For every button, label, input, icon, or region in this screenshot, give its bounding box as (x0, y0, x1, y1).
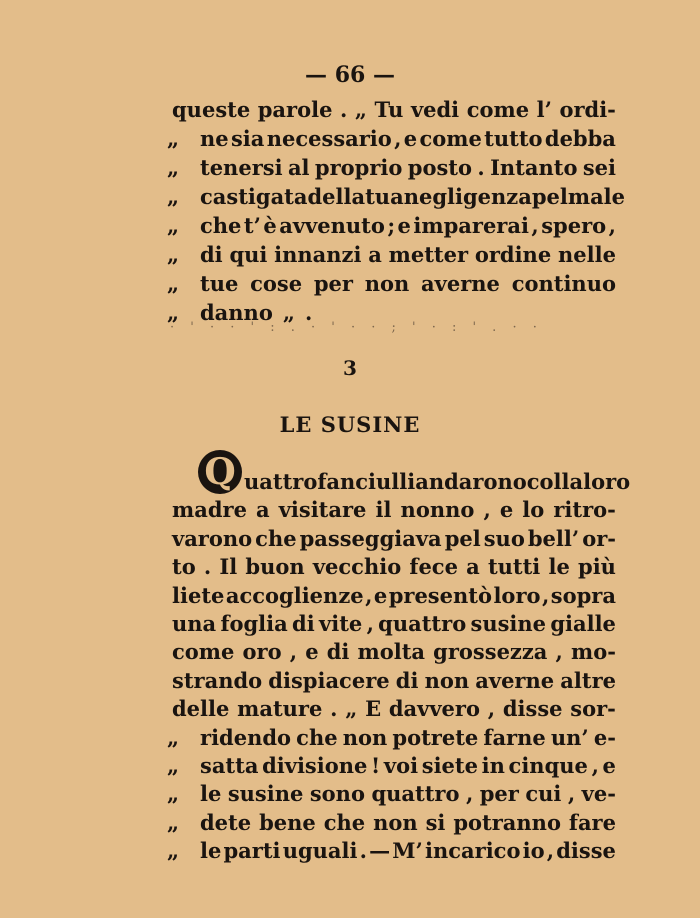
word: cinque (508, 753, 588, 778)
quote-mark: „ (167, 271, 180, 296)
word: non (424, 667, 470, 693)
word: or- (582, 525, 616, 551)
text-line (172, 610, 616, 638)
word: a (466, 554, 480, 580)
word: mature (237, 696, 323, 722)
word: foglia (220, 611, 288, 636)
word: imparerai (413, 213, 529, 238)
word: pel (444, 525, 481, 551)
text-line (200, 724, 616, 752)
word: pel (531, 184, 568, 209)
text-line (200, 837, 616, 865)
word: , (541, 582, 550, 608)
word: tutto (484, 126, 543, 151)
word: — (369, 838, 391, 864)
word: e (499, 497, 514, 523)
word: , (465, 781, 474, 807)
text-line (200, 809, 616, 837)
word: tutti (487, 554, 541, 580)
word: avvenuto (279, 213, 385, 238)
word: Il (219, 554, 238, 580)
text-line (200, 125, 616, 153)
word: loro (583, 469, 631, 494)
word: , (366, 611, 374, 636)
word: E (365, 696, 382, 722)
word: metter (388, 242, 469, 267)
word: ritro- (553, 497, 616, 523)
word: Intanto (490, 155, 578, 180)
word: buon (245, 554, 305, 580)
text-line (172, 96, 616, 124)
print-noise: · ' · · ' : . · ' · · ; ' · : ' . · · (170, 320, 543, 335)
word: parole (257, 97, 333, 122)
quote-mark: „ (167, 213, 180, 238)
word: Tu (374, 97, 404, 122)
word: strando (172, 667, 263, 693)
word: più (578, 554, 616, 580)
word: averne (475, 667, 555, 693)
word: fece (409, 554, 458, 580)
quote-mark: „ (167, 781, 180, 807)
word: fanciulli (317, 469, 416, 494)
quote-mark: „ (167, 242, 180, 267)
word: che (296, 724, 338, 750)
word: per (479, 781, 519, 807)
word: loro (493, 582, 541, 608)
word: tua (365, 184, 404, 209)
word: ordine (474, 242, 552, 267)
word: siete (421, 753, 478, 778)
word: come (466, 97, 530, 122)
text-line (200, 241, 616, 269)
word: tenersi (200, 155, 283, 180)
word: e (602, 753, 616, 778)
word: fare (568, 809, 616, 835)
word: ne (200, 126, 229, 151)
text-line (200, 270, 616, 298)
word: della (307, 184, 366, 209)
word: averne (421, 271, 500, 296)
word: e (403, 126, 418, 151)
word: , (394, 126, 402, 151)
word: voi (383, 753, 419, 778)
word: „ (354, 97, 367, 122)
word: , (567, 781, 576, 807)
word: nonno (400, 497, 475, 523)
word: posto (407, 155, 473, 180)
word: susine (470, 611, 547, 636)
word: cui (525, 781, 562, 807)
word: un’ (550, 724, 589, 750)
word: è (263, 213, 277, 238)
word: a (256, 497, 270, 523)
word: potrete (392, 724, 479, 750)
text-line (200, 780, 616, 808)
word: cose (250, 271, 303, 296)
word: si (425, 809, 446, 835)
word: al (287, 155, 310, 180)
word: . (339, 97, 348, 122)
word: di (292, 611, 315, 636)
word: uguali (282, 838, 358, 864)
word: visitare (278, 497, 367, 523)
word: le (200, 781, 222, 807)
word: . (359, 838, 367, 864)
word: bell’ (527, 525, 580, 551)
text-line (172, 667, 616, 695)
word: una (172, 611, 217, 636)
word: non (342, 724, 388, 750)
word: nelle (557, 242, 616, 267)
word: dete (200, 809, 252, 835)
word: innanzi (274, 242, 362, 267)
word: ; (387, 213, 396, 238)
word: il (375, 497, 392, 523)
quote-mark: „ (167, 300, 180, 325)
text-line (200, 154, 616, 182)
word: accoglienze (225, 582, 364, 608)
word: oro (242, 639, 282, 665)
word: sor- (570, 696, 616, 722)
word: queste (172, 97, 251, 122)
word: „ (282, 300, 295, 325)
quote-mark: „ (167, 809, 180, 835)
word: castigata (200, 184, 308, 209)
word: susine (227, 781, 304, 807)
word: , (289, 639, 298, 665)
word: di (326, 639, 350, 665)
quote-mark: „ (167, 155, 180, 180)
word: altre (560, 667, 616, 693)
word: grossezza (433, 639, 548, 665)
quote-mark: „ (167, 838, 180, 864)
word: e (397, 213, 411, 238)
word: potranno (453, 809, 561, 835)
word: ! (371, 753, 381, 778)
word: e (373, 582, 388, 608)
word: . (477, 155, 485, 180)
text-line (244, 468, 631, 496)
word: liete (172, 582, 225, 608)
word: non (364, 271, 410, 296)
word: divisione (262, 753, 368, 778)
word: passeggiava (299, 525, 442, 551)
word: . (330, 696, 338, 722)
word: non (373, 809, 418, 835)
word: in (481, 753, 505, 778)
text-line (172, 695, 616, 723)
word: , (483, 497, 491, 523)
word: , (591, 753, 599, 778)
text-line (172, 582, 616, 610)
quote-mark: „ (167, 184, 180, 209)
word: vecchio (312, 554, 402, 580)
word: . (203, 554, 212, 580)
word: di (395, 667, 419, 693)
word: che (200, 213, 242, 238)
word: dispiacere (268, 667, 390, 693)
word: mo- (570, 639, 616, 665)
word: disse (556, 838, 616, 864)
word: negligenza (403, 184, 532, 209)
word: „ (345, 696, 358, 722)
word: ordi- (559, 97, 616, 122)
word: le (548, 554, 570, 580)
word: , (365, 582, 373, 608)
word: danno (200, 300, 273, 325)
text-line (172, 525, 616, 553)
word: sopra (550, 582, 616, 608)
word: ve- (581, 781, 616, 807)
word: vite (319, 611, 363, 636)
word: , (546, 838, 555, 864)
word: e (305, 639, 319, 665)
section-number: 3 (343, 356, 357, 380)
word: come (419, 126, 482, 151)
word: . (304, 300, 313, 325)
word: che (255, 525, 297, 551)
word: qui (229, 242, 268, 267)
word: lo (522, 497, 545, 523)
word: , (531, 213, 539, 238)
word: suo (483, 525, 525, 551)
word: ridendo (200, 724, 292, 750)
word: incarico (425, 838, 521, 864)
word: farne (483, 724, 546, 750)
drop-cap: Q (198, 450, 242, 494)
word: colla (526, 469, 584, 494)
word: spero (541, 213, 607, 238)
word: presentò (388, 582, 492, 608)
word: vedi (410, 97, 460, 122)
word: come (172, 639, 235, 665)
word: to (172, 554, 196, 580)
word: l’ (536, 97, 552, 122)
quote-mark: „ (167, 753, 180, 778)
word: uattro (244, 469, 318, 494)
word: per (313, 271, 353, 296)
word: che (323, 809, 366, 835)
text-line (200, 183, 626, 211)
word: quattro (371, 781, 460, 807)
word: disse (502, 696, 563, 722)
word: molta (357, 639, 426, 665)
word: t’ (243, 213, 261, 238)
page-number: — 66 — (305, 62, 395, 88)
word: e- (593, 724, 616, 750)
text-line (200, 212, 616, 240)
word: necessario (266, 126, 392, 151)
word: sia (230, 126, 265, 151)
word: andarono (415, 469, 527, 494)
word: parti (223, 838, 281, 864)
section-title: LE SUSINE (279, 412, 421, 437)
word: continuo (511, 271, 616, 296)
word: male (567, 184, 626, 209)
text-line (172, 638, 616, 666)
word: M’ (392, 838, 423, 864)
word: bene (259, 809, 316, 835)
word: a (368, 242, 382, 267)
word: io (522, 838, 545, 864)
text-line (172, 496, 616, 524)
text-line (200, 752, 616, 780)
word: , (555, 639, 563, 665)
word: quattro (378, 611, 467, 636)
word: sei (582, 155, 616, 180)
word: di (200, 242, 223, 267)
word: proprio (314, 155, 403, 180)
word: gialle (550, 611, 616, 636)
word: le (200, 838, 222, 864)
word: tue (200, 271, 239, 296)
word: davvero (388, 696, 480, 722)
word: satta (200, 753, 259, 778)
word: sono (309, 781, 365, 807)
word: delle (172, 696, 230, 722)
quote-mark: „ (167, 724, 180, 750)
word: , (487, 696, 496, 722)
text-line (172, 553, 616, 581)
word: varono (172, 525, 253, 551)
word: , (608, 213, 616, 238)
word: debba (544, 126, 616, 151)
word: madre (172, 497, 247, 523)
quote-mark: „ (167, 126, 180, 151)
